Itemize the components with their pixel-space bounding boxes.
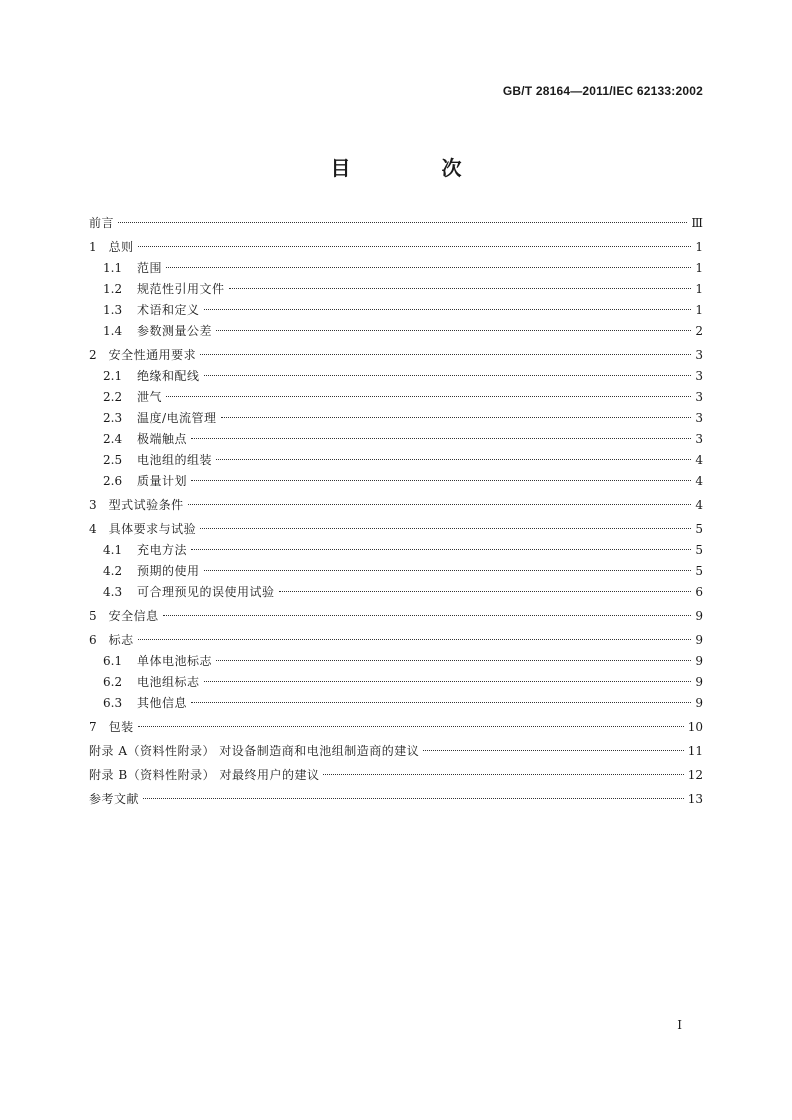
dot-leader xyxy=(163,615,691,616)
dot-leader xyxy=(191,480,691,481)
dot-leader xyxy=(118,222,687,223)
toc-entry-title: 规范性引用文件 xyxy=(137,282,225,296)
toc-entry-number: 2.3 xyxy=(103,411,123,425)
toc-entry-number: 4.2 xyxy=(103,564,123,578)
toc-entry-page: 12 xyxy=(687,768,703,782)
table-of-contents xyxy=(89,213,703,809)
toc-entry-title: 附录 B（资料性附录） 对最终用户的建议 xyxy=(89,768,320,782)
toc-entry-number: 2.2 xyxy=(103,390,123,404)
dot-leader xyxy=(221,417,691,418)
toc-entry-page: 4 xyxy=(695,474,703,488)
toc-entry[interactable] xyxy=(89,366,703,386)
toc-entry-page: 5 xyxy=(695,543,703,557)
toc-entry-number: 4 xyxy=(89,522,97,536)
dot-leader xyxy=(191,438,691,439)
toc-entry-number: 4.3 xyxy=(103,585,123,599)
toc-entry-page: 6 xyxy=(695,585,703,599)
toc-entry-title: 包装 xyxy=(108,720,134,734)
dot-leader xyxy=(138,639,691,640)
toc-entry-number: 1.2 xyxy=(103,282,123,296)
toc-entry[interactable] xyxy=(89,279,703,299)
toc-entry[interactable] xyxy=(89,408,703,428)
toc-entry-title: 电池组的组装 xyxy=(137,453,213,467)
toc-entry[interactable] xyxy=(89,789,703,809)
toc-entry-number: 2.1 xyxy=(103,369,123,383)
toc-entry-title: 参数测量公差 xyxy=(137,324,213,338)
toc-entry-page: 9 xyxy=(695,633,703,647)
toc-entry[interactable] xyxy=(89,213,703,233)
dot-leader xyxy=(188,504,691,505)
toc-entry-title: 前言 xyxy=(89,216,115,230)
toc-entry[interactable] xyxy=(89,237,703,257)
dot-leader xyxy=(204,309,691,310)
toc-entry-title: 温度/电流管理 xyxy=(137,411,217,425)
toc-entry[interactable] xyxy=(89,345,703,365)
toc-entry-number: 1.4 xyxy=(103,324,123,338)
toc-entry-number: 2.5 xyxy=(103,453,123,467)
toc-entry-number: 2.4 xyxy=(103,432,123,446)
dot-leader xyxy=(204,375,691,376)
toc-entry-page: 3 xyxy=(695,369,703,383)
toc-entry-page: 4 xyxy=(695,498,703,512)
toc-entry-number: 6 xyxy=(89,633,97,647)
toc-entry-number: 1.3 xyxy=(103,303,123,317)
toc-entry-page: 1 xyxy=(695,282,703,296)
toc-entry-number: 7 xyxy=(89,720,97,734)
toc-entry-title: 安全信息 xyxy=(108,609,159,623)
dot-leader xyxy=(216,660,691,661)
toc-entry-number: 6.1 xyxy=(103,654,123,668)
toc-entry-title: 质量计划 xyxy=(137,474,188,488)
toc-entry-title: 标志 xyxy=(108,633,134,647)
dot-leader xyxy=(216,459,691,460)
toc-entry-page: 1 xyxy=(695,303,703,317)
toc-entry[interactable] xyxy=(89,741,703,761)
toc-entry[interactable] xyxy=(89,471,703,491)
dot-leader xyxy=(166,396,691,397)
dot-leader xyxy=(204,570,691,571)
toc-entry-title: 电池组标志 xyxy=(137,675,200,689)
toc-entry[interactable] xyxy=(89,630,703,650)
toc-entry-title: 充电方法 xyxy=(137,543,188,557)
toc-entry-title: 术语和定义 xyxy=(137,303,200,317)
dot-leader xyxy=(323,774,683,775)
toc-entry-page: 9 xyxy=(695,675,703,689)
toc-entry-title: 参考文献 xyxy=(89,792,140,806)
toc-entry[interactable] xyxy=(89,495,703,515)
toc-entry[interactable] xyxy=(89,258,703,278)
toc-entry[interactable] xyxy=(89,582,703,602)
toc-entry-title: 单体电池标志 xyxy=(137,654,213,668)
toc-entry-page: 13 xyxy=(687,792,703,806)
dot-leader xyxy=(166,267,691,268)
toc-entry-page: 5 xyxy=(695,564,703,578)
toc-entry-page: 9 xyxy=(695,609,703,623)
dot-leader xyxy=(143,798,684,799)
toc-entry-page: 10 xyxy=(687,720,703,734)
dot-leader xyxy=(200,528,691,529)
toc-entry[interactable] xyxy=(89,540,703,560)
toc-entry-number: 1.1 xyxy=(103,261,123,275)
toc-entry-title: 范围 xyxy=(137,261,163,275)
toc-entry-title: 型式试验条件 xyxy=(108,498,184,512)
toc-entry-page: 1 xyxy=(695,261,703,275)
dot-leader xyxy=(229,288,691,289)
page-number: I xyxy=(677,1018,682,1032)
dot-leader xyxy=(191,549,691,550)
dot-leader xyxy=(138,246,691,247)
toc-entry[interactable] xyxy=(89,765,703,785)
toc-entry-title: 预期的使用 xyxy=(137,564,200,578)
toc-entry-title: 安全性通用要求 xyxy=(108,348,197,362)
toc-entry-title: 可合理预见的误使用试验 xyxy=(137,585,275,599)
dot-leader xyxy=(216,330,691,331)
toc-entry[interactable] xyxy=(89,429,703,449)
toc-entry-page: 5 xyxy=(695,522,703,536)
toc-entry-page: 3 xyxy=(695,411,703,425)
standard-code: GB/T 28164—2011/IEC 62133:2002 xyxy=(502,84,703,98)
toc-entry[interactable] xyxy=(89,651,703,671)
toc-entry[interactable] xyxy=(89,387,703,407)
toc-entry-page: Ⅲ xyxy=(691,216,703,230)
toc-entry-page: 9 xyxy=(695,654,703,668)
toc-entry-page: 3 xyxy=(695,348,703,362)
dot-leader xyxy=(138,726,684,727)
dot-leader xyxy=(279,591,691,592)
toc-entry[interactable] xyxy=(89,450,703,470)
toc-entry[interactable] xyxy=(89,561,703,581)
toc-entry-number: 6.2 xyxy=(103,675,123,689)
toc-entry-page: 1 xyxy=(695,240,703,254)
toc-entry-title: 附录 A（资料性附录） 对设备制造商和电池组制造商的建议 xyxy=(89,744,420,758)
toc-entry-title: 极端触点 xyxy=(137,432,188,446)
dot-leader xyxy=(191,702,691,703)
toc-entry-number: 2 xyxy=(89,348,97,362)
toc-entry-number: 2.6 xyxy=(103,474,123,488)
toc-entry-title: 总则 xyxy=(108,240,134,254)
toc-entry[interactable] xyxy=(89,672,703,692)
toc-entry-number: 5 xyxy=(89,609,97,623)
toc-entry-page: 4 xyxy=(695,453,703,467)
toc-entry-page: 11 xyxy=(687,744,703,758)
toc-entry-page: 2 xyxy=(695,324,703,338)
toc-entry[interactable] xyxy=(89,300,703,320)
toc-entry-title: 绝缘和配线 xyxy=(137,369,200,383)
toc-entry-number: 6.3 xyxy=(103,696,123,710)
toc-entry-title: 泄气 xyxy=(137,390,163,404)
dot-leader xyxy=(200,354,691,355)
toc-entry-number: 1 xyxy=(89,240,97,254)
toc-entry[interactable] xyxy=(89,519,703,539)
dot-leader xyxy=(423,750,683,751)
toc-entry-number: 3 xyxy=(89,498,97,512)
toc-entry-title: 其他信息 xyxy=(137,696,188,710)
dot-leader xyxy=(204,681,691,682)
toc-entry[interactable] xyxy=(89,606,703,626)
toc-entry[interactable] xyxy=(89,693,703,713)
toc-entry-number: 4.1 xyxy=(103,543,123,557)
page-title: 目 次 xyxy=(330,156,504,180)
toc-entry-title: 具体要求与试验 xyxy=(108,522,197,536)
toc-entry[interactable] xyxy=(89,321,703,341)
toc-entry[interactable] xyxy=(89,717,703,737)
toc-entry-page: 3 xyxy=(695,390,703,404)
toc-entry-page: 3 xyxy=(695,432,703,446)
toc-entry-page: 9 xyxy=(695,696,703,710)
